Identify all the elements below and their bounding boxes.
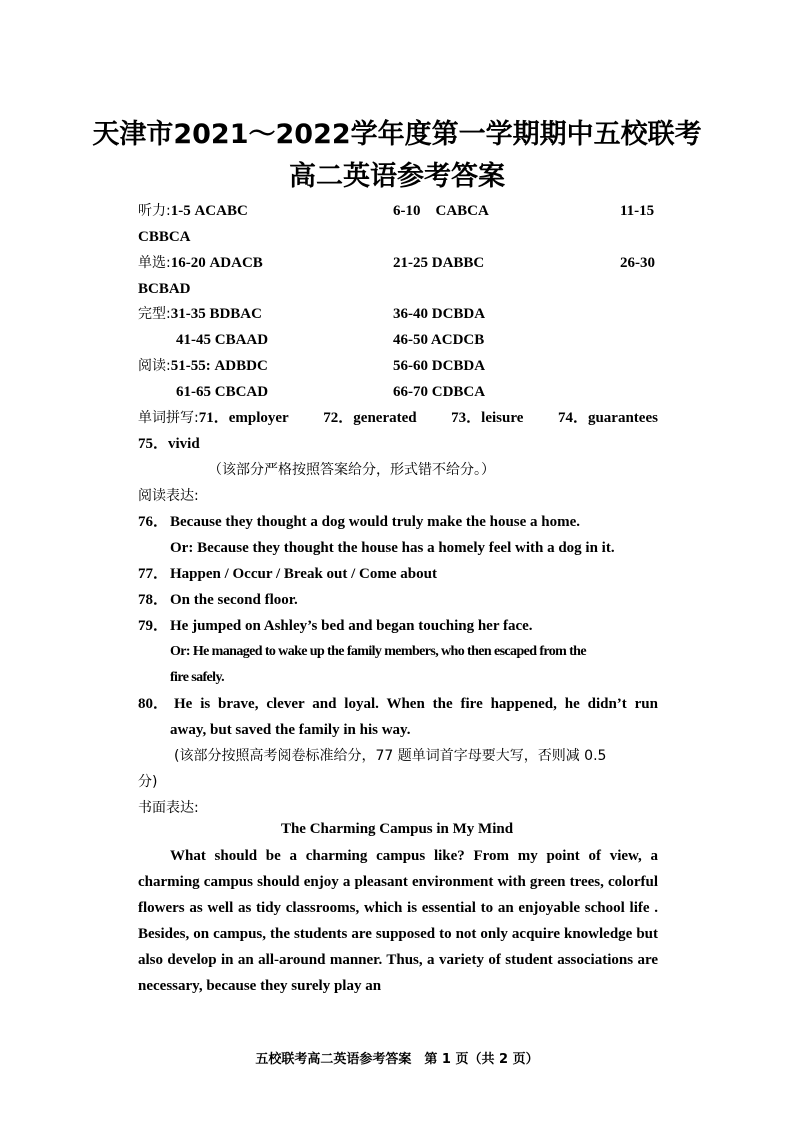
q80-number: 80． [138,696,169,712]
cloze-36-40: 36-40 DCBDA [393,306,486,322]
spelling-note: （该部分严格按照答案给分，形式错不给分。） [208,462,495,478]
reading-expression-note-line1: (该部分按照高考阅卷标准给分，77 题单词首字母要大写，否则减 0.5 [174,748,607,764]
reading-66-70: 66-70 CDBCA [393,384,486,400]
q79-alt-answer-line1: Or: He managed to wake up the family members, who then escaped from the [170,644,586,659]
essay-title: The Charming Campus in My Mind [280,821,514,837]
listening-label: 听力: [138,203,171,219]
document-subtitle: 高二英语参考答案 [289,161,505,192]
reading-expression-label: 阅读表达: [138,488,199,504]
listening-11-15-num: 11-15 [620,203,655,219]
cloze-46-50: 46-50 ACDCB [393,332,485,348]
single-choice-label: 单选: [138,255,171,271]
q78-answer: On the second floor. [170,592,298,608]
essay-paragraph: What should be a charming campus like? From my point of view, a charming campus should enjoy a pleasant environment with green trees, colorful flowers as well as tidy classrooms, which is essential to an enjoyable school life . Besides, on campus, the students are supposed to not only acquire knowledge but also develop in an all-around manner. Thus, a variety of student associations are necessary, because they surely play an [138,848,658,994]
reading-56-60: 56-60 DCBDA [393,358,486,374]
spelling-74: 74．guarantees [557,410,658,426]
single-choice-row [138,253,263,273]
single-choice-26-30-num: 26-30 [620,255,655,271]
spelling-label: 单词拼写: [138,410,199,426]
q76-alt-answer: Or: Because they thought the house has a homely feel with a dog in it. [170,540,615,556]
q79-alt-answer-line2: fire safely. [170,670,224,685]
spelling-72: 72．generated [323,410,417,426]
q76-number: 76． [138,514,169,530]
reading-expression-note-line2: 分) [138,774,158,790]
reading-61-65: 61-65 CBCAD [176,384,269,400]
cloze-31-35: 31-35 BDBAC [170,306,262,322]
q77-answer: Happen / Occur / Break out / Come about [170,566,437,582]
listening-6-10: 6-10 CABCA [393,203,489,219]
single-choice-26-30-answers: BCBAD [138,281,191,297]
reading-row [138,356,268,376]
cloze-row [138,304,262,324]
listening-11-15-answers: CBBCA [138,229,191,245]
spelling-73: 73．leisure [451,410,524,426]
q79-number: 79． [138,618,169,634]
single-choice-16-20: 16-20 ADACB [170,255,263,271]
writing-label: 书面表达: [138,800,199,816]
cloze-label: 完型: [138,306,171,322]
q80-answer-line1: He is brave, clever and loyal. When the fire happened, he didn’t run [174,696,658,712]
cloze-41-45: 41-45 CBAAD [176,332,269,348]
q80-answer-line2: away, but saved the family in his way. [170,722,411,738]
reading-51-55: 51-55: ADBDC [170,358,268,374]
spelling-label-and-71 [138,408,289,428]
spelling-75: 75．vivid [138,436,200,452]
q76-answer: Because they thought a dog would truly make the house a home. [170,514,581,530]
single-choice-21-25: 21-25 DABBC [393,255,485,271]
reading-label: 阅读: [138,358,171,374]
q79-answer: He jumped on Ashley’s bed and began touching her face. [170,618,533,634]
document-title: 天津市2021～2022学年度第一学期期中五校联考 [92,119,702,150]
q78-number: 78． [138,592,169,608]
listening-row [138,201,248,221]
q77-number: 77． [138,566,169,582]
spelling-71: 71．employer [198,410,289,426]
page-footer: 五校联考高二英语参考答案 第 1 页（共 2 页） [255,1052,539,1067]
spelling-row [138,408,658,428]
listening-1-5: 1-5 ACABC [170,203,248,219]
